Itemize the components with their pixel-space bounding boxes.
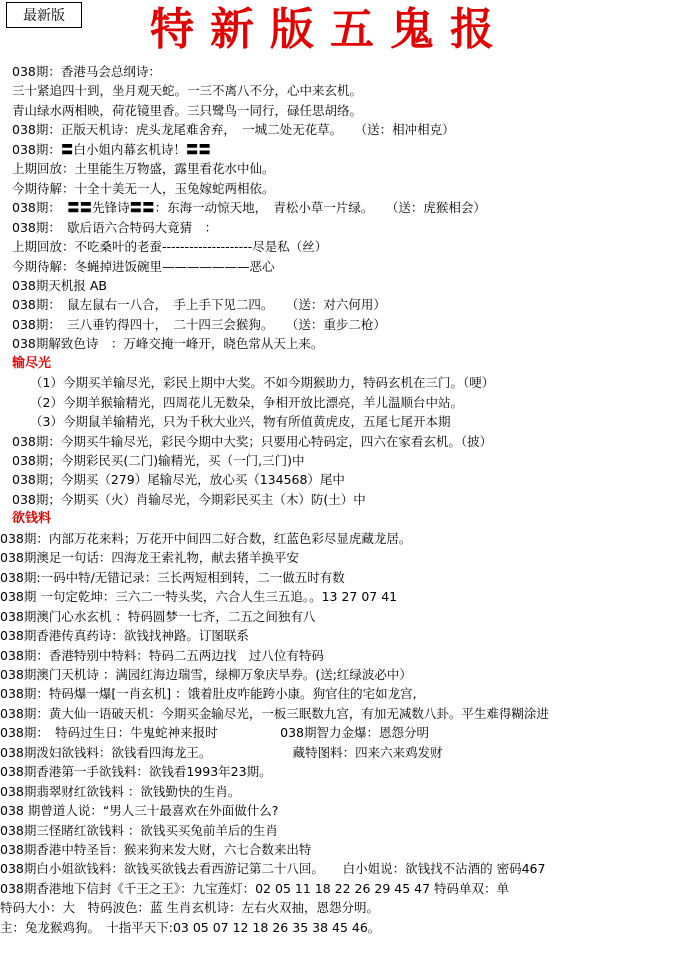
text-line: 038期澳足一句话：四海龙王索礼物，献去猪羊换平安 <box>0 550 299 566</box>
text-line: 三十紧追四十到，坐月观天蛇。一三不离八不分，心中来玄机。 <box>12 83 363 99</box>
text-line: 今期待解：冬蝇掉进饭碗里———————恶心 <box>12 258 275 274</box>
text-line: 038期： 三八垂钓得四十， 二十四三会猴狗。 （送：重步二枪） <box>12 316 386 332</box>
text-line: 038期澳门心水玄机 ：特码圆梦一七齐，二五之间独有八 <box>0 608 316 624</box>
section-heading: 输尽光 <box>12 355 52 371</box>
text-line: 038期:一码中特/无错记录：三长两短相到转，二一做五时有数 <box>0 569 345 585</box>
text-line: 今期待解：十全十美无一人，玉兔嫁蛇两相依。 <box>12 180 275 196</box>
text-line: 038期香港传真药诗：欲钱找神路。订图联系 <box>0 628 249 644</box>
text-line: 038期：今期买牛输尽光，彩民今期中大奖；只要用心特码定，四六在家看玄机。（披） <box>12 433 493 449</box>
text-line: 038期；今期买（火）肖输尽光，今期彩民买主（木）防(土）中 <box>12 491 366 507</box>
text-line: （1）今期买羊输尽光，彩民上期中大奖。不如今期猴助力，特码玄机在三门。（哽） <box>30 375 495 391</box>
text-line: 特码大小：大 特码波色：蓝 生肖玄机诗：左右火双抽，恩怨分明。 <box>0 900 379 916</box>
text-line: 上期回放：土里能生万物盛，露里看花水中仙。 <box>12 161 275 177</box>
text-line: 038期香港第一手欲钱料：欲钱看1993年23期。 <box>0 764 272 780</box>
text-line: 青山绿水两相映，荷花镜里香。三只鹭鸟一同行，碌任思胡络。 <box>12 102 363 118</box>
text-line: 038期：正版天机诗：虎头龙尾难舍弃， 一城二处无花草。 （送：相冲相克） <box>12 122 455 138</box>
text-line: （2）今期羊猴输精光，四周花儿无数朵，争相开放比漂亮，羊儿温顺台中站。 <box>30 394 463 410</box>
text-line: 038期： 鼠左鼠右一八合， 手上手下见二四。 （送：对六何用） <box>12 297 386 313</box>
text-line: 038期；今期彩民买(二门)输精光，买（一门,三门)中 <box>12 453 305 468</box>
text-line: 038期泼妇欲钱料：欲钱看四海龙王。 藏特图料：四来六来鸡发财 <box>0 744 443 760</box>
text-line: 038期： 歇后语六合特码大竟猜 ： <box>12 219 218 235</box>
text-line: 038期白小姐欲钱料：欲钱买欲钱去看西游记第二十八回。 白小姐说：欲钱找不沾酒的 密码467 <box>0 861 546 877</box>
text-line: 038期：香港马会总纲诗： <box>12 64 161 79</box>
text-line: 038期翡翠财红欲钱料 ：欲钱勤快的生肖。 <box>0 783 241 799</box>
text-line: （3）今期鼠羊输精光，只为千秋大业兴，物有所值黄虎皮，五尾七尾开本期 <box>30 414 451 430</box>
text-line: 038期香港地下信封《千王之王》：九宝莲灯：02 05 11 18 22 26 29 45 47 特码单双：单 <box>0 880 510 896</box>
text-line: 038期：〓白小姐内幕玄机诗！〓〓 <box>12 141 211 157</box>
text-line: 主：兔龙猴鸡狗。 十指平天下:03 05 07 12 18 26 35 38 45 46。 <box>0 919 381 935</box>
text-line: 038期 一句定乾坤：三六二一特头奖，六合人生三五追。。13 27 07 41 <box>0 589 398 605</box>
text-line: 038期：内部万花来料；万花开中间四二好合数，红蓝色彩尽显虎藏龙居。 <box>0 530 412 546</box>
text-line: 038期澳门天机诗 ：满园红海边瑞雪，绿柳万象庆旱券。(送;红绿波必中） <box>0 666 412 682</box>
text-line: 038期：黄大仙一语破天机：今期买金输尽光，一板三眠数九宫，有加无减数八卦。平生难得糊涂进 <box>0 705 549 721</box>
text-line: 上期回放：不吃桑叶的老蚕--------------------尽是私（丝） <box>12 239 328 255</box>
text-line: 038期三怪睹红欲钱料 ：欲钱买买兔前羊后的生肖 <box>0 822 278 838</box>
text-line: 038期：特码爆一爆[一肖玄机] ：饿着肚皮咋能跨小康。狗官住的宅如龙宫, <box>0 686 417 702</box>
text-line: 038期： 特码过生日：牛鬼蛇神来报时 038期智力金爆：恩怨分明 <box>0 725 429 741</box>
text-line: 038期：香港特别中特料：特码二五两边找 过八位有特码 <box>0 647 324 663</box>
text-line: 038期天机报 AB <box>12 277 107 293</box>
section-heading: 欲钱料 <box>12 511 52 527</box>
page-title: 特新版五鬼报 <box>150 4 510 55</box>
text-line: 038期解致色诗 ：万峰交掩一峰开，晓色常从天上来。 <box>12 336 324 352</box>
text-line: 038 期曾道人说：“男人三十最喜欢在外面做什么? <box>0 803 279 819</box>
edition-badge: 最新版 <box>6 2 82 28</box>
text-line: 038期；今期买（279）尾输尽光，放心买（134568）尾中 <box>12 472 345 488</box>
text-line: 038期： 〓〓先锋诗〓〓：东海一动惊天地， 青松小草一片绿。 （送：虎猴相会） <box>12 200 486 216</box>
text-line: 038期香港中特圣旨：猴来狗来发大财，六七合数来出特 <box>0 842 312 857</box>
